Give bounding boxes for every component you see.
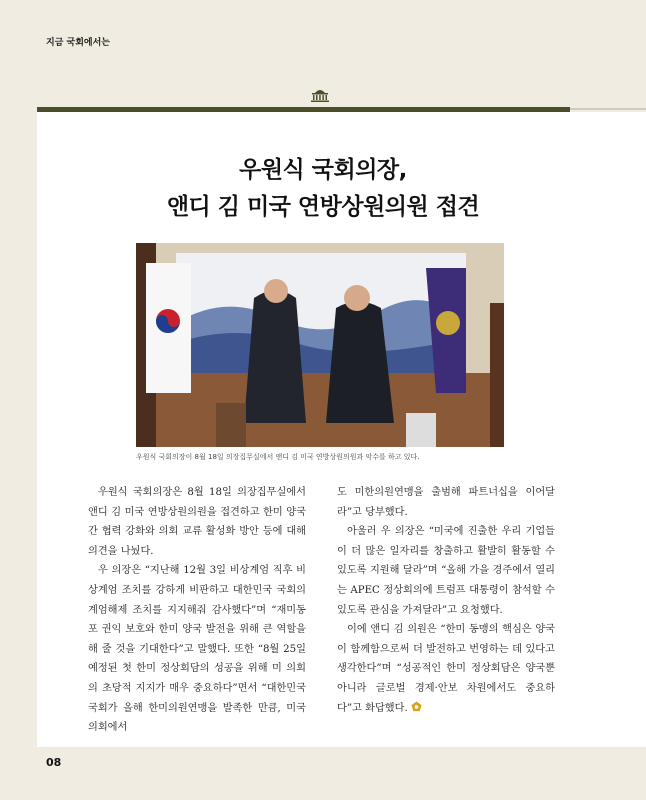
body-paragraph: 우 의장은 “지난해 12월 3일 비상계엄 직후 비상계엄 조치를 강하게 비판하고 대한민국 국회의 계엄해제 조치를 지지해줘 감사했다”며 “재미동포 권익 보호와 한미 양국 발전을 위해 큰 역할을 해 줄 것을 기대한다”고 말했다. 또한 “8월 25일 예정된 첫 한미 정상회담의 성공을 위해 미 의회의 초당적 지지가 매우 중요하다”면서 “대한민국국회가 올해 한미의원연맹을 발족한 만큼, 미국 의회에서 [88, 565, 306, 734]
header-rule-light [570, 108, 646, 110]
body-paragraph: 아울러 우 의장은 “미국에 진출한 우리 기업들이 더 많은 일자리를 창출하고 활발히 활동할 수 있도록 지원해 달라”며 “올해 가을 경주에서 열리는 APEC 정상회의에 트럼프 대통령이 참석할 수 있도록 관심을 가져달라”고 요청했다. [337, 526, 555, 616]
page-number: 08 [46, 756, 62, 769]
body-paragraph: 도 미한의원연맹을 출범해 파트너십을 이어달라”고 당부했다. [337, 487, 555, 518]
section-label: 지금 국회에서는 [46, 38, 110, 48]
article-title [37, 152, 609, 226]
body-paragraph-text: 이에 앤디 김 의원은 “한미 동맹의 핵심은 양국이 함께함으로써 더 발전하고 번영하는 데 있다고 생각한다”며 “성공적인 한미 정상회담은 양국뿐 아니라 글로벌 경제·안보 차원에서도 중요하다”고 화답했다. [337, 624, 555, 714]
title-line-2: 앤디 김 미국 연방상원의원 접견 [166, 194, 480, 220]
body-paragraph [337, 620, 555, 718]
national-assembly-building-icon [309, 88, 331, 103]
body-paragraph: 우원식 국회의장은 8월 18일 의장집무실에서 앤디 김 미국 연방상원의원을 접견하고 한미 양국 간 협력 강화와 의회 교류 활성화 방안 등에 대해 의견을 나눴다. [88, 487, 306, 557]
photo-caption: 우원식 국회의장이 8월 18일 의장집무실에서 앤디 김 미국 연방상원의원과 악수를 하고 있다. [136, 453, 420, 461]
title-line-1: 우원식 국회의장, [239, 157, 407, 183]
body-column-left [88, 483, 306, 738]
body-column-right [337, 483, 555, 718]
article-photo [136, 243, 504, 447]
end-mark-icon [411, 701, 422, 712]
